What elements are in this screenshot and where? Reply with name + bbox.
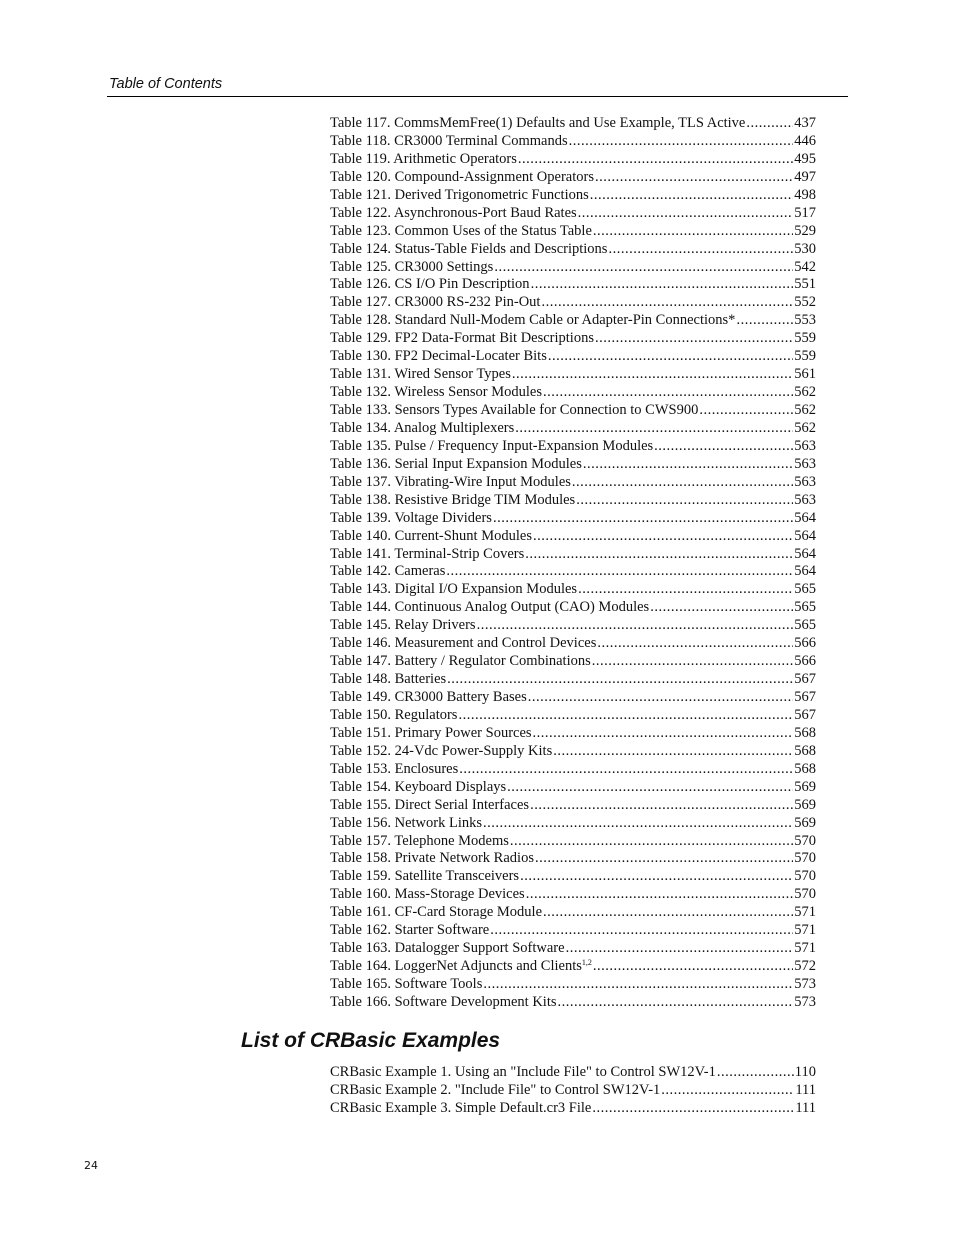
toc-entry[interactable] xyxy=(330,653,816,671)
toc-entry-title-text: Table 133. Sensors Types Available for Connection to CWS900 xyxy=(330,402,699,418)
toc-entry[interactable] xyxy=(330,510,816,528)
toc-entry-page: 563 xyxy=(794,491,816,508)
toc-entry-title xyxy=(330,312,735,330)
toc-entry-title-text: Table 137. Vibrating-Wire Input Modules xyxy=(330,473,571,490)
toc-entry-title-text: Table 145. Relay Drivers xyxy=(330,617,476,634)
toc-entry[interactable] xyxy=(330,348,816,366)
dot-leader xyxy=(699,402,793,420)
toc-entry-title xyxy=(330,223,592,241)
toc-entry-page: 564 xyxy=(794,509,816,526)
toc-entry-title-text: Table 146. Measurement and Control Devices xyxy=(330,635,597,652)
toc-entry-page: 568 xyxy=(794,742,816,759)
toc-entry[interactable] xyxy=(330,940,816,958)
toc-entry-title xyxy=(330,761,458,779)
toc-entry-title-text: Table 124. Status-Table Fields and Descriptions xyxy=(330,240,608,257)
toc-entry-page: 446 xyxy=(794,132,816,149)
toc-entry-page: 569 xyxy=(794,814,816,831)
toc-entry[interactable] xyxy=(330,133,816,151)
toc-entry-title-text: Table 134. Analog Multiplexers xyxy=(330,419,515,436)
dot-leader xyxy=(531,276,794,294)
toc-entry-title xyxy=(330,115,745,133)
toc-entry-title-text: Table 144. Continuous Analog Output (CAO) Modules xyxy=(330,599,650,616)
dot-leader xyxy=(566,940,794,958)
toc-entry-page: 563 xyxy=(794,473,816,490)
toc-entry[interactable] xyxy=(330,151,816,169)
toc-entry[interactable] xyxy=(330,115,816,133)
dot-leader xyxy=(592,1100,794,1118)
toc-entry-title xyxy=(330,725,532,743)
dot-leader xyxy=(661,1082,794,1100)
toc-entry-page: 573 xyxy=(794,993,816,1010)
toc-entry[interactable] xyxy=(330,456,816,474)
toc-entry[interactable] xyxy=(330,205,816,223)
toc-entry[interactable] xyxy=(330,1082,816,1100)
toc-entry-title-text: Table 154. Keyboard Displays xyxy=(330,778,507,795)
toc-entry-page: 571 xyxy=(794,940,816,957)
toc-entry[interactable] xyxy=(330,1064,816,1082)
toc-entry-title-text: Table 165. Software Tools xyxy=(330,976,483,992)
toc-entry[interactable] xyxy=(330,312,816,330)
toc-entry-title-text: Table 153. Enclosures xyxy=(330,760,459,777)
toc-entry-title-text: Table 117. CommsMemFree(1) Defaults and Use Example, TLS Active xyxy=(330,115,746,131)
toc-entry-page: 570 xyxy=(794,868,816,885)
toc-entry-page: 498 xyxy=(794,186,816,203)
dot-leader xyxy=(654,438,793,456)
dot-leader xyxy=(458,707,793,725)
toc-entry-title-text: Table 139. Voltage Dividers xyxy=(330,509,492,526)
toc-entry[interactable] xyxy=(330,581,816,599)
toc-entry-page: 569 xyxy=(794,778,816,795)
toc-entry-page: 568 xyxy=(794,760,816,777)
toc-entry-title-text: Table 129. FP2 Data-Format Bit Descriptions xyxy=(330,330,594,347)
toc-entry-title-text: Table 141. Terminal-Strip Covers xyxy=(330,545,525,562)
dot-leader xyxy=(528,689,794,707)
toc-entry-title xyxy=(330,402,698,420)
dot-leader xyxy=(447,671,793,689)
toc-entry-title xyxy=(330,707,457,725)
toc-entry-title xyxy=(330,581,577,599)
dot-leader xyxy=(526,886,794,904)
toc-entry-title xyxy=(330,994,557,1012)
toc-entry-page: 570 xyxy=(794,832,816,849)
toc-entry-title xyxy=(330,294,540,312)
toc-entry-page: 563 xyxy=(794,455,816,472)
toc-entry[interactable] xyxy=(330,833,816,851)
dot-leader xyxy=(494,259,793,277)
list-of-tables xyxy=(330,115,816,1012)
toc-entry[interactable] xyxy=(330,384,816,402)
toc-entry[interactable] xyxy=(330,420,816,438)
toc-entry-title xyxy=(330,474,571,492)
toc-entry-title-text: Table 123. Common Uses of the Status Table xyxy=(330,222,592,239)
dot-leader xyxy=(541,294,793,312)
toc-entry[interactable] xyxy=(330,276,816,294)
toc-entry-page: 110 xyxy=(794,1064,816,1080)
toc-entry-title-text: Table 125. CR3000 Settings xyxy=(330,258,494,275)
toc-entry-page: 573 xyxy=(794,976,816,992)
toc-entry-title xyxy=(330,169,594,187)
running-header-title: Table of Contents xyxy=(109,76,223,92)
toc-entry-title xyxy=(330,850,534,868)
toc-entry[interactable] xyxy=(330,922,816,940)
toc-entry-page: 565 xyxy=(794,617,816,634)
toc-entry-title-text: Table 120. Compound-Assignment Operators xyxy=(330,168,594,185)
toc-entry-page: 562 xyxy=(794,419,816,436)
toc-entry-page: 572 xyxy=(794,958,816,975)
toc-entry[interactable] xyxy=(330,492,816,510)
toc-entry-title-text: Table 149. CR3000 Battery Bases xyxy=(330,689,527,705)
toc-entry[interactable] xyxy=(330,779,816,797)
toc-entry-title xyxy=(330,689,527,707)
toc-entry-title-text: Table 163. Datalogger Support Software xyxy=(330,940,565,957)
toc-entry-title xyxy=(330,958,592,976)
toc-entry-title-text: CRBasic Example 1. Using an "Include File" to Control SW12V-1 xyxy=(330,1064,716,1080)
toc-entry[interactable] xyxy=(330,241,816,259)
toc-entry-title-text: Table 132. Wireless Sensor Modules xyxy=(330,384,542,401)
toc-entry[interactable] xyxy=(330,689,816,707)
dot-leader xyxy=(518,151,793,169)
toc-entry[interactable] xyxy=(330,187,816,205)
toc-entry-title-text: Table 135. Pulse / Frequency Input-Expansion Modules xyxy=(330,437,654,454)
toc-entry-page: 566 xyxy=(794,635,816,652)
toc-entry-title-text: Table 119. Arithmetic Operators xyxy=(330,150,517,167)
toc-entry-title xyxy=(330,510,492,528)
dot-leader xyxy=(512,366,793,384)
toc-entry-title xyxy=(330,635,596,653)
toc-entry-page: 567 xyxy=(794,706,816,723)
toc-entry-title xyxy=(330,330,594,348)
toc-entry[interactable] xyxy=(330,958,816,976)
toc-entry-title xyxy=(330,563,445,581)
toc-entry-title xyxy=(330,384,542,402)
toc-entry[interactable] xyxy=(330,528,816,546)
toc-entry-title xyxy=(330,1082,660,1100)
toc-entry-title-text: Table 121. Derived Trigonometric Functions xyxy=(330,186,589,203)
toc-entry-page: 561 xyxy=(794,366,816,383)
toc-entry[interactable] xyxy=(330,474,816,492)
dot-leader xyxy=(590,187,794,205)
toc-entry-title xyxy=(330,438,653,456)
dot-leader xyxy=(446,563,793,581)
toc-entry[interactable] xyxy=(330,797,816,815)
toc-entry-title-text: Table 156. Network Links xyxy=(330,814,483,831)
toc-entry[interactable] xyxy=(330,330,816,348)
dot-leader xyxy=(558,994,794,1012)
toc-entry-page: 530 xyxy=(794,240,816,257)
toc-entry-page: 553 xyxy=(794,312,816,329)
dot-leader xyxy=(490,922,793,940)
toc-entry[interactable] xyxy=(330,294,816,312)
dot-leader xyxy=(477,617,794,635)
dot-leader xyxy=(535,850,793,868)
toc-entry-page: 542 xyxy=(794,258,816,275)
toc-entry[interactable] xyxy=(330,635,816,653)
dot-leader xyxy=(576,492,793,510)
toc-entry-title xyxy=(330,922,489,940)
toc-entry-title-text: Table 150. Regulators xyxy=(330,706,458,723)
toc-entry-page: 562 xyxy=(794,384,816,401)
dot-leader xyxy=(483,976,793,994)
toc-entry[interactable] xyxy=(330,169,816,187)
toc-entry-title xyxy=(330,366,511,384)
toc-entry-title xyxy=(330,205,577,223)
toc-entry-title xyxy=(330,259,493,277)
toc-entry-page: 567 xyxy=(794,671,816,688)
toc-entry[interactable] xyxy=(330,366,816,384)
toc-entry-title xyxy=(330,151,517,169)
page-number: 24 xyxy=(84,1159,98,1172)
toc-entry-title-text: Table 127. CR3000 RS-232 Pin-Out xyxy=(330,294,541,311)
toc-entry-title xyxy=(330,546,524,564)
toc-entry[interactable] xyxy=(330,599,816,617)
dot-leader xyxy=(608,241,793,259)
dot-leader xyxy=(493,510,793,528)
toc-entry-title-text: Table 143. Digital I/O Expansion Modules xyxy=(330,581,578,598)
toc-entry-title xyxy=(330,886,525,904)
toc-entry-title xyxy=(330,815,482,833)
toc-entry-title xyxy=(330,671,446,689)
toc-entry[interactable] xyxy=(330,725,816,743)
toc-entry[interactable] xyxy=(330,259,816,277)
toc-entry-page: 570 xyxy=(794,850,816,867)
toc-entry-title xyxy=(330,743,552,761)
dot-leader xyxy=(595,330,793,348)
toc-entry-page: 571 xyxy=(794,904,816,921)
toc-entry-title-text: Table 161. CF-Card Storage Module xyxy=(330,904,543,921)
dot-leader xyxy=(583,456,793,474)
dot-leader xyxy=(548,348,793,366)
toc-entry-title-text: Table 151. Primary Power Sources xyxy=(330,724,532,741)
toc-entry-title xyxy=(330,904,542,922)
toc-entry-title-text: Table 136. Serial Input Expansion Modules xyxy=(330,455,582,472)
toc-entry-title xyxy=(330,492,575,510)
toc-entry[interactable] xyxy=(330,617,816,635)
dot-leader xyxy=(510,833,793,851)
toc-entry-title-text: Table 142. Cameras xyxy=(330,563,446,580)
toc-entry-title-text: Table 162. Starter Software xyxy=(330,922,490,939)
toc-entry-page: 570 xyxy=(794,886,816,903)
toc-entry[interactable] xyxy=(330,438,816,456)
dot-leader xyxy=(507,779,793,797)
toc-entry[interactable] xyxy=(330,850,816,868)
dot-leader xyxy=(578,581,793,599)
toc-entry-title xyxy=(330,241,607,259)
toc-entry-title xyxy=(330,833,509,851)
dot-leader xyxy=(592,653,794,671)
dot-leader xyxy=(533,725,794,743)
toc-entry-title-text: Table 166. Software Development Kits xyxy=(330,993,557,1010)
toc-entry-title xyxy=(330,420,514,438)
toc-entry[interactable] xyxy=(330,743,816,761)
toc-entry-title xyxy=(330,599,649,617)
toc-entry-page: 559 xyxy=(794,348,816,365)
dot-leader xyxy=(593,958,793,976)
toc-entry-page: 552 xyxy=(794,294,816,311)
dot-leader xyxy=(717,1064,794,1082)
list-of-crbasic-examples xyxy=(330,1064,816,1118)
dot-leader xyxy=(736,312,793,330)
toc-entry-title xyxy=(330,133,568,151)
dot-leader xyxy=(543,904,793,922)
toc-entry-title xyxy=(330,976,482,994)
dot-leader xyxy=(578,205,794,223)
toc-entry[interactable] xyxy=(330,707,816,725)
dot-leader xyxy=(459,761,793,779)
toc-entry[interactable] xyxy=(330,563,816,581)
dot-leader xyxy=(553,743,793,761)
toc-entry[interactable] xyxy=(330,402,816,420)
toc-entry-title-text: CRBasic Example 2. "Include File" to Control SW12V-1 xyxy=(330,1081,661,1098)
dot-leader xyxy=(543,384,793,402)
toc-entry-page: 111 xyxy=(795,1099,816,1116)
toc-entry-page: 564 xyxy=(794,563,816,580)
toc-entry-page: 529 xyxy=(794,222,816,239)
toc-entry-page: 565 xyxy=(794,599,816,616)
toc-entry-title xyxy=(330,617,476,635)
toc-entry[interactable] xyxy=(330,886,816,904)
toc-entry-title-text: Table 164. LoggerNet Adjuncts and Clients xyxy=(330,958,582,975)
header-rule xyxy=(107,96,848,97)
toc-entry-footnote-mark: 1,2 xyxy=(581,958,592,968)
toc-entry-page: 564 xyxy=(794,527,816,544)
toc-entry-page: 437 xyxy=(794,115,816,131)
toc-entry-title-text: Table 148. Batteries xyxy=(330,671,447,688)
toc-entry-page: 551 xyxy=(794,276,816,293)
section-heading: List of CRBasic Examples xyxy=(241,1029,501,1052)
toc-entry-page: 111 xyxy=(795,1081,816,1098)
toc-entry-title-text: Table 126. CS I/O Pin Description xyxy=(330,276,530,293)
toc-entry-title-text: Table 155. Direct Serial Interfaces xyxy=(330,796,530,813)
toc-entry-title-text: Table 130. FP2 Decimal-Locater Bits xyxy=(330,348,547,365)
toc-entry-title-text: Table 152. 24-Vdc Power-Supply Kits xyxy=(330,742,553,759)
toc-entry[interactable] xyxy=(330,1100,816,1118)
toc-entry-page: 569 xyxy=(794,796,816,813)
dot-leader xyxy=(595,169,793,187)
toc-entry-title xyxy=(330,868,519,886)
toc-entry-page: 564 xyxy=(794,545,816,562)
dot-leader xyxy=(746,115,793,133)
toc-entry-page: 563 xyxy=(794,437,816,454)
toc-entry[interactable] xyxy=(330,671,816,689)
toc-entry-title-text: Table 159. Satellite Transceivers xyxy=(330,868,520,885)
toc-entry-title xyxy=(330,456,582,474)
toc-entry-title-text: Table 157. Telephone Modems xyxy=(330,832,509,849)
dot-leader xyxy=(533,528,793,546)
toc-entry-title-text: Table 118. CR3000 Terminal Commands xyxy=(330,132,568,149)
toc-entry-page: 566 xyxy=(794,653,816,670)
toc-entry[interactable] xyxy=(330,546,816,564)
toc-entry-title-text: Table 122. Asynchronous-Port Baud Rates xyxy=(330,204,577,221)
toc-entry-title-text: Table 138. Resistive Bridge TIM Modules xyxy=(330,491,576,508)
toc-entry-title-text: Table 128. Standard Null-Modem Cable or Adapter-Pin Connections* xyxy=(330,312,736,329)
toc-entry-title xyxy=(330,1100,591,1118)
toc-entry-title xyxy=(330,348,547,366)
toc-entry-page: 567 xyxy=(794,689,816,705)
toc-entry-title xyxy=(330,653,591,671)
dot-leader xyxy=(483,815,793,833)
toc-entry-title-text: Table 131. Wired Sensor Types xyxy=(330,366,511,383)
dot-leader xyxy=(515,420,793,438)
toc-entry-page: 571 xyxy=(794,922,816,939)
toc-entry[interactable] xyxy=(330,223,816,241)
toc-entry-page: 517 xyxy=(794,204,816,221)
dot-leader xyxy=(572,474,793,492)
toc-entry-title xyxy=(330,528,532,546)
toc-entry-title xyxy=(330,187,589,205)
dot-leader xyxy=(650,599,793,617)
dot-leader xyxy=(530,797,793,815)
toc-entry-page: 497 xyxy=(794,168,816,185)
toc-entry-page: 565 xyxy=(794,581,816,598)
toc-entry-page: 568 xyxy=(794,724,816,741)
toc-entry-title xyxy=(330,1064,716,1082)
dot-leader xyxy=(525,546,793,564)
toc-entry-title-text: CRBasic Example 3. Simple Default.cr3 File xyxy=(330,1099,592,1116)
toc-entry-title-text: Table 140. Current-Shunt Modules xyxy=(330,527,532,544)
toc-entry-title-text: Table 160. Mass-Storage Devices xyxy=(330,886,525,903)
dot-leader xyxy=(593,223,793,241)
toc-entry-page: 562 xyxy=(794,402,816,418)
toc-entry[interactable] xyxy=(330,868,816,886)
toc-entry-title-text: Table 158. Private Network Radios xyxy=(330,850,534,867)
toc-entry[interactable] xyxy=(330,761,816,779)
toc-entry-title-text: Table 147. Battery / Regulator Combinations xyxy=(330,653,591,670)
dot-leader xyxy=(569,133,794,151)
toc-entry[interactable] xyxy=(330,976,816,994)
toc-entry[interactable] xyxy=(330,904,816,922)
toc-entry[interactable] xyxy=(330,815,816,833)
dot-leader xyxy=(520,868,793,886)
toc-entry-title xyxy=(330,940,565,958)
toc-entry[interactable] xyxy=(330,994,816,1012)
dot-leader xyxy=(597,635,793,653)
toc-entry-title xyxy=(330,779,506,797)
toc-entry-title xyxy=(330,276,530,294)
toc-entry-page: 559 xyxy=(794,330,816,347)
toc-entry-title xyxy=(330,797,529,815)
toc-entry-page: 495 xyxy=(794,150,816,167)
